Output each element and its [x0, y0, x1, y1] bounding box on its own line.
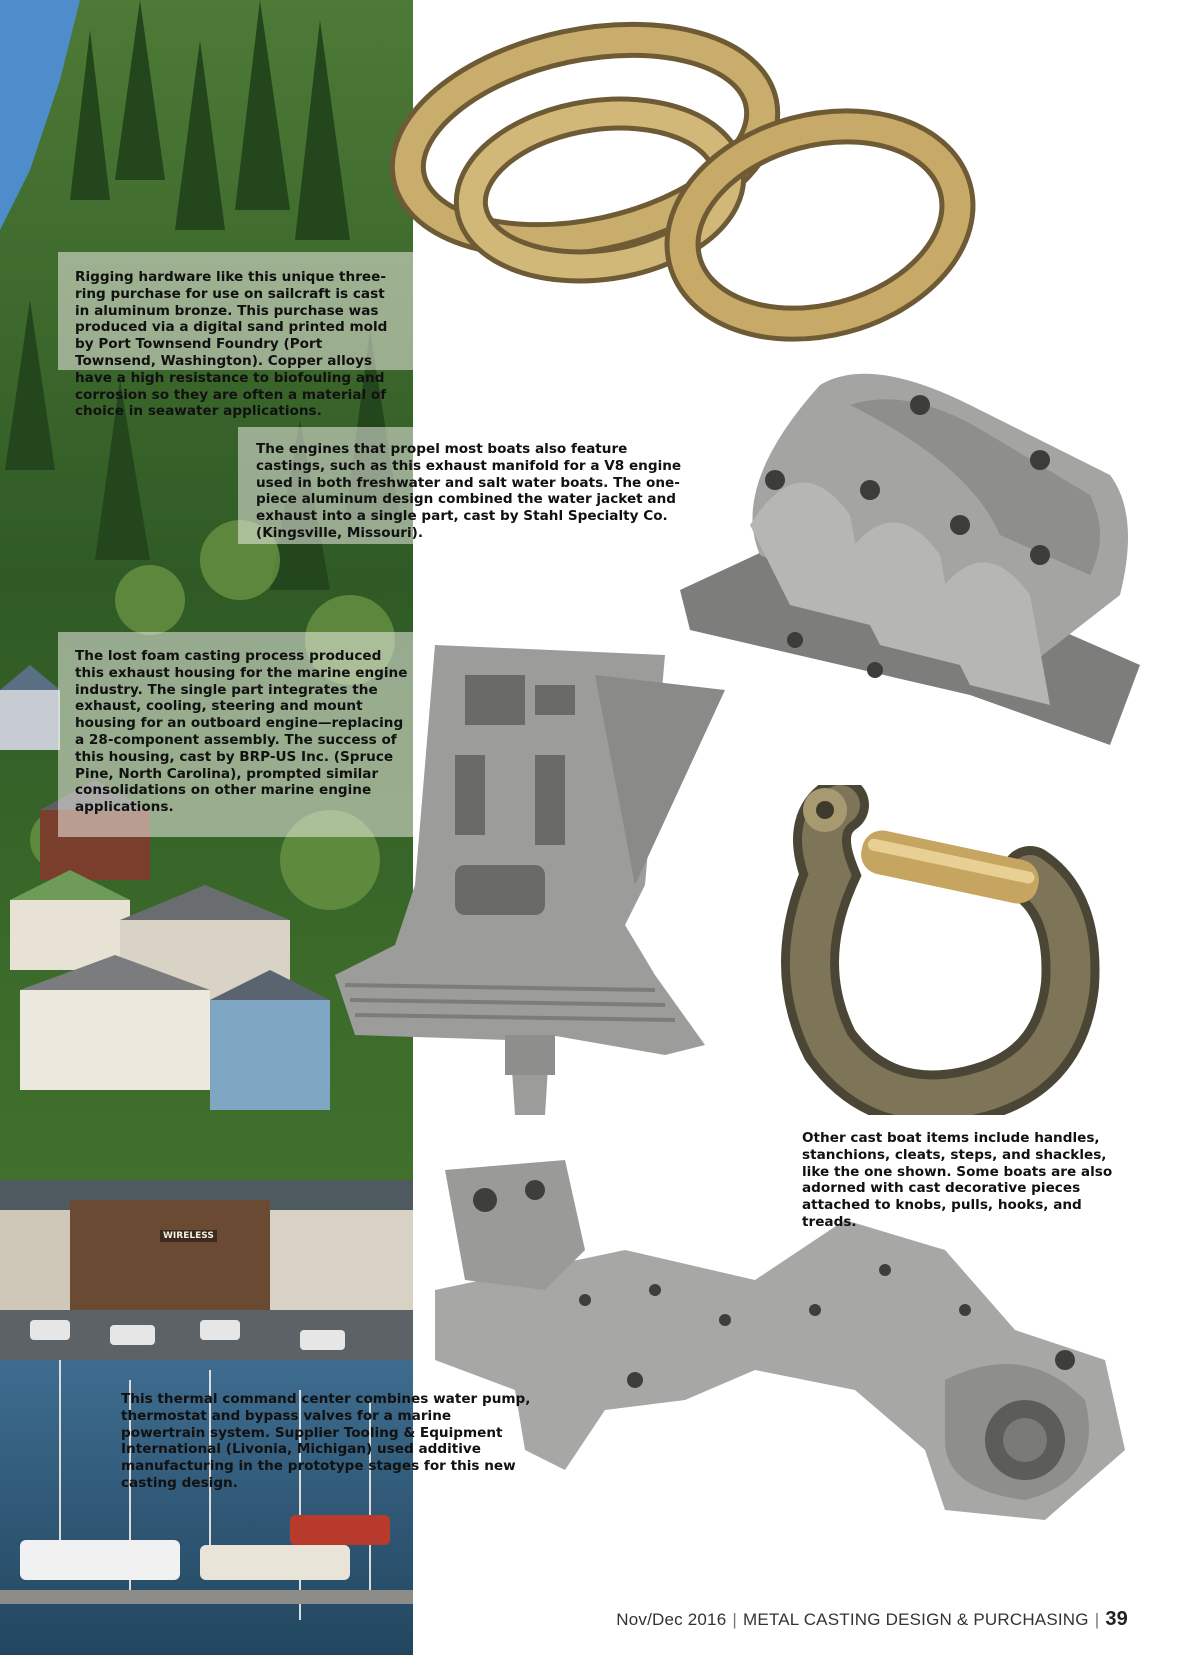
caption-three-ring-purchase: Rigging hardware like this unique three-ring purchase for use on sailcraft is cast in aluminum bronze. This purchase was produced via a digital sand printed mold by Port Townsend Foundry (Port Townsend, Washington). Copper alloys have a high resistance to biofouling and corrosion so they are often a material of choice in seawater applications.	[58, 252, 413, 370]
publication-name: METAL CASTING DESIGN & PURCHASING	[743, 1610, 1089, 1629]
footer-separator: |	[732, 1610, 737, 1629]
footer-separator-2: |	[1094, 1610, 1100, 1629]
caption-exhaust-manifold: The engines that propel most boats also feature castings, such as this exhaust manifold for a V8 engine used in both freshwater and salt water boats. The one-piece aluminum design combined the water jacket and exhaust into a single part, cast by Stahl Specialty Co. (Kingsville, Missouri).	[238, 427, 703, 544]
three-ring-purchase-photo	[380, 20, 1000, 350]
page-footer	[616, 1608, 1128, 1631]
caption-thermal-command-center: This thermal command center combines water pump, thermostat and bypass valves for a marine powertrain system. Supplier Tooling & Equipment International (Livonia, Michigan) used additive manufacturing in the prototype stages for this new casting design.	[121, 1391, 531, 1491]
page-number: 39	[1105, 1608, 1128, 1630]
cast-shackle-photo	[770, 785, 1110, 1115]
caption-shackle: Other cast boat items include handles, stanchions, cleats, steps, and shackles, like the one shown. Some boats are also adorned with cast decorative pieces attached to knobs, pulls, hooks, and treads.	[802, 1130, 1113, 1230]
issue-date: Nov/Dec 2016	[616, 1610, 727, 1629]
caption-exhaust-housing: The lost foam casting process produced this exhaust housing for the marine engine industry. The single part integrates the exhaust, cooling, steering and mount housing for an outboard engine—replacing a 28-component assembly. The success of this housing, cast by BRP-US Inc. (Spruce Pine, North Carolina), prompted similar consolidations on other marine engine applications.	[58, 632, 413, 837]
building-sign: WIRELESS	[160, 1230, 217, 1242]
